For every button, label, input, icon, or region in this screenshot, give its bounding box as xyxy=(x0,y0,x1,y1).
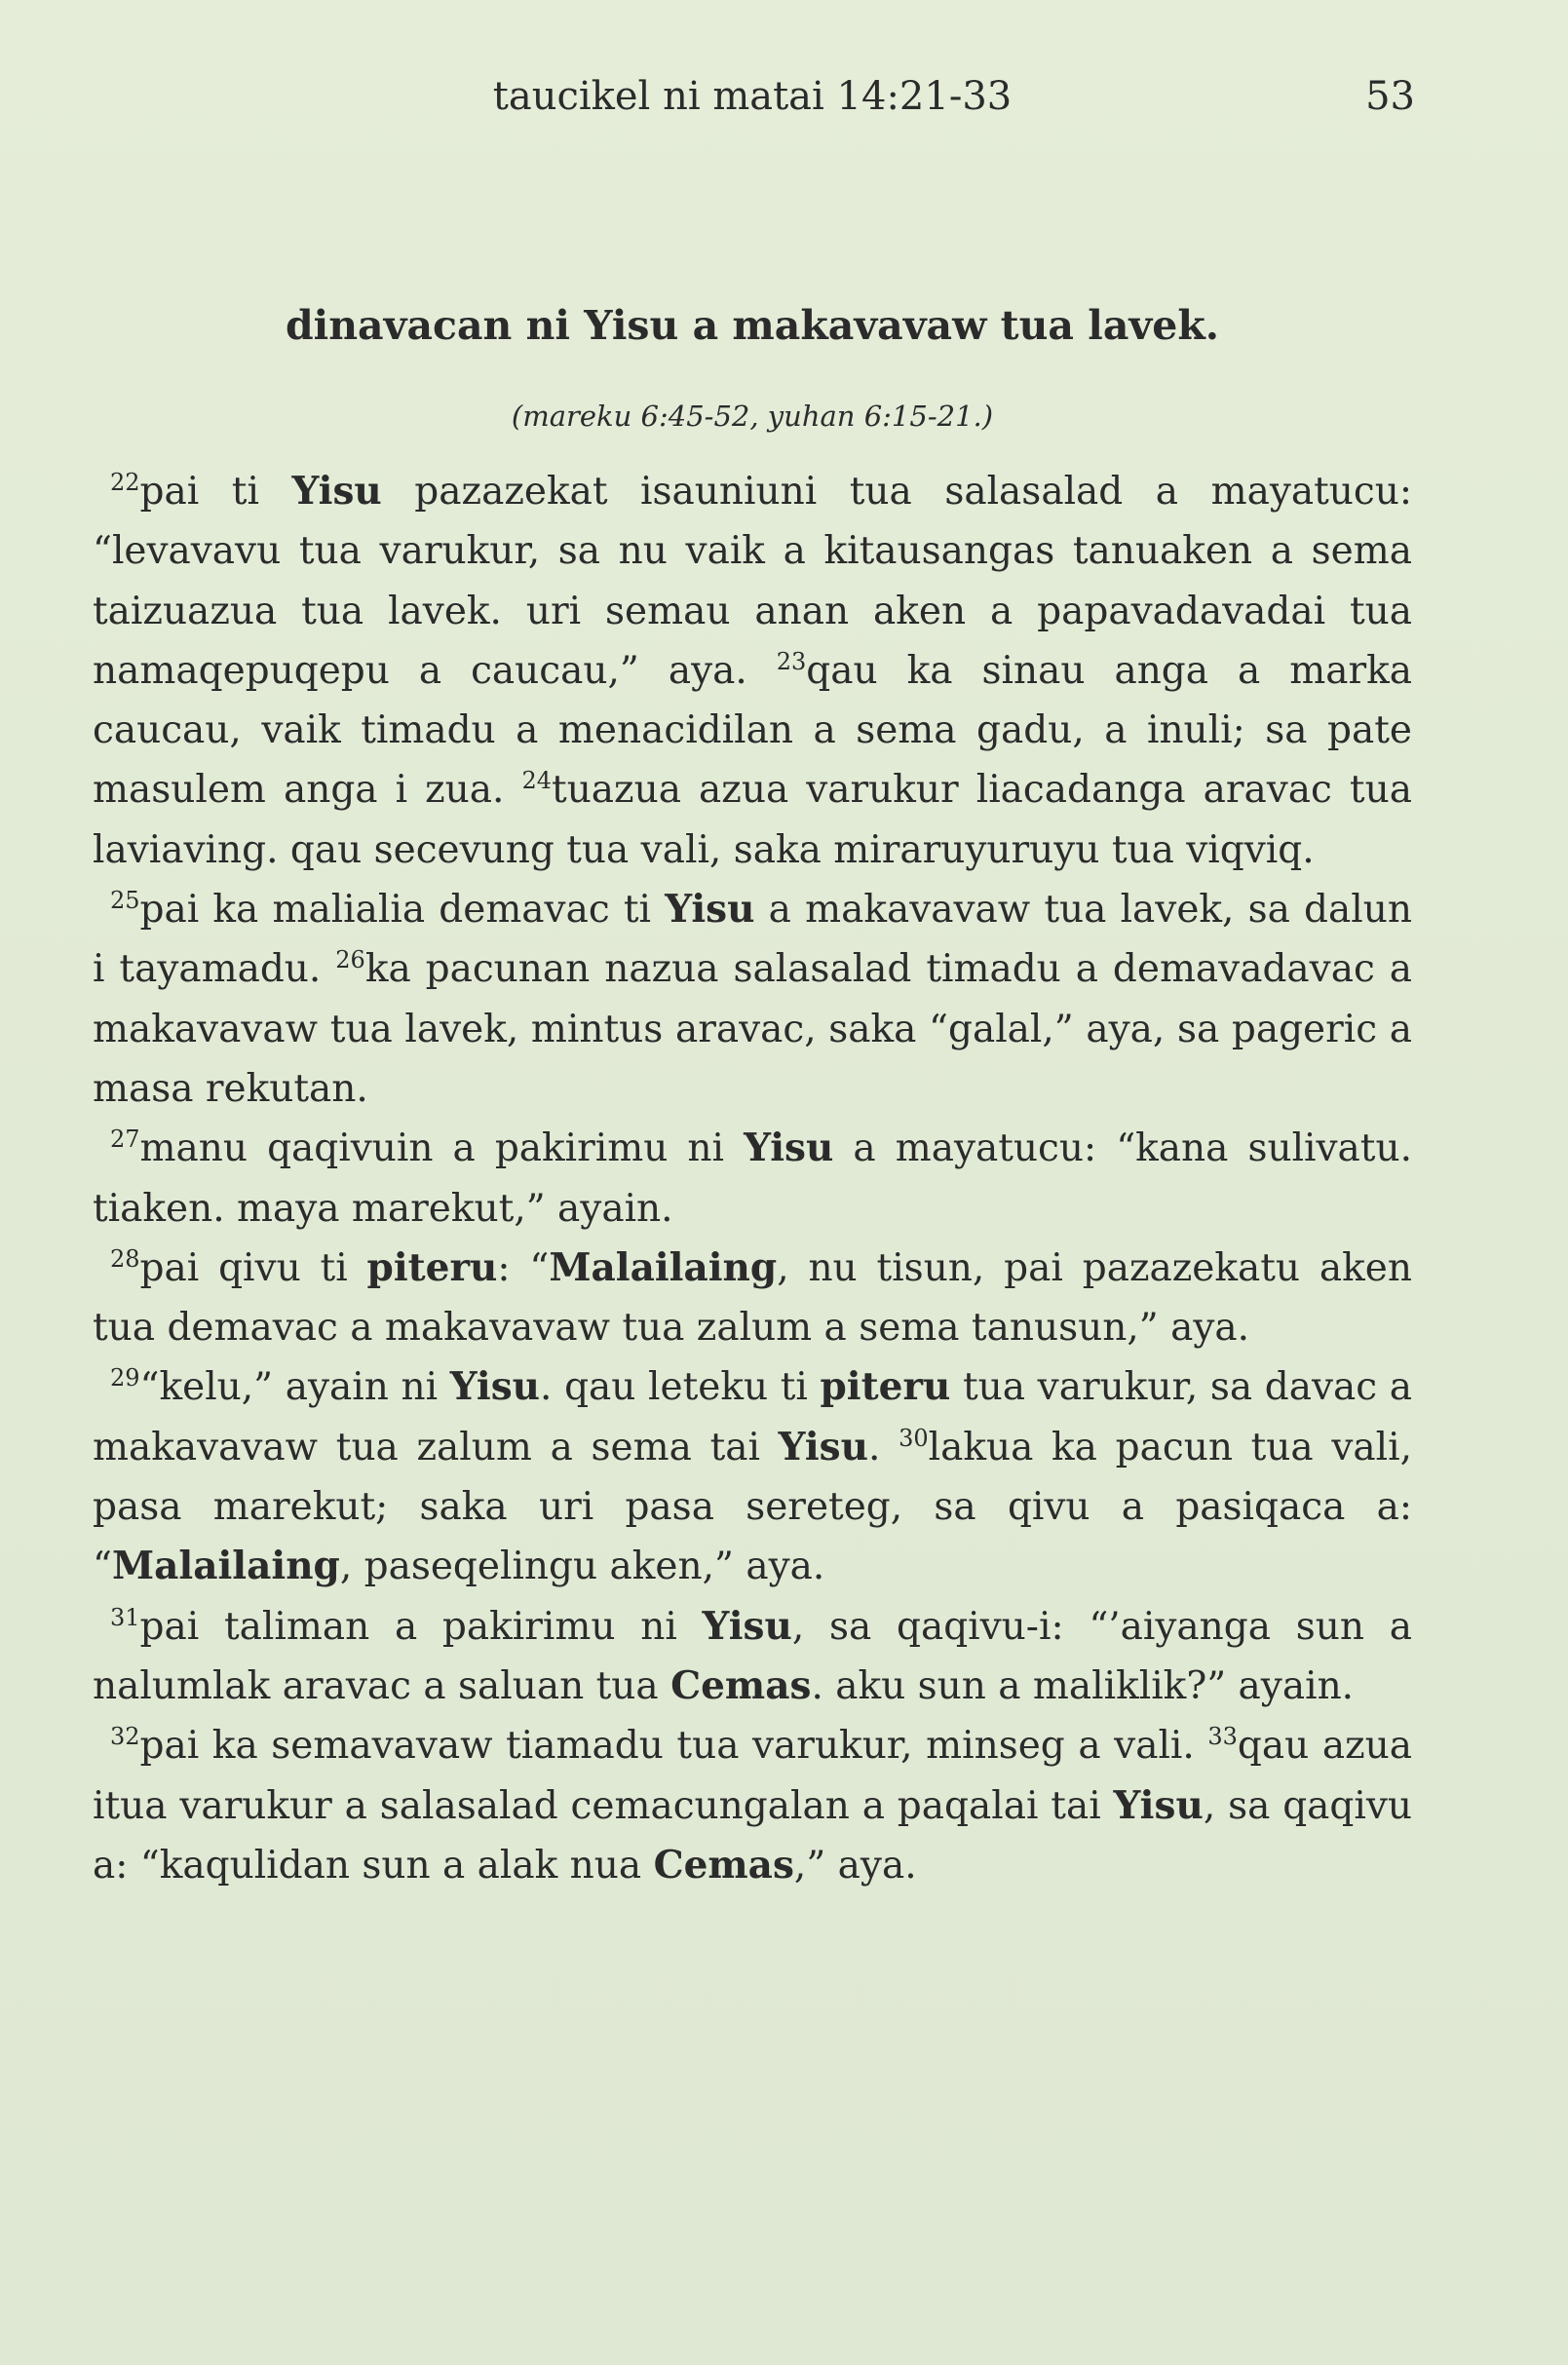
paragraph-32-33 xyxy=(93,1716,1412,1895)
name-bold: Yisu xyxy=(665,887,755,933)
verse-text: . qau leteku ti xyxy=(540,1365,821,1410)
name-bold: Malailaing xyxy=(111,1544,340,1589)
verse-text: a makavavaw tua lavek, sa dalun i tayamadu. xyxy=(93,888,1412,992)
page-number: 53 xyxy=(1365,74,1415,119)
verse-number-25: 25 xyxy=(110,887,140,915)
verse-text: pai qivu ti xyxy=(139,1245,367,1290)
verse-text: lakua ka pacun tua vali, pasa marekut; saka uri pasa sereteg, sa qivu a pasiqaca a: “ xyxy=(93,1425,1413,1589)
name-bold: Cemas xyxy=(653,1842,794,1888)
verse-number-30: 30 xyxy=(899,1424,929,1452)
verse-text: qau azua itua varukur a salasalad cemacungalan a paqalai tai xyxy=(93,1724,1412,1828)
verse-text: qau ka sinau anga a marka caucau, vaik timadu a menacidilan a sema gadu, a inuli; sa pate masulem anga i zua. xyxy=(93,648,1413,813)
name-bold: piteru xyxy=(366,1244,498,1290)
name-bold: Yisu xyxy=(1113,1782,1204,1828)
verse-text: pai ti xyxy=(139,470,292,514)
section-heading: dinavacan ni Yisu a makavavaw tua lavek. xyxy=(286,302,1219,349)
verse-text: . xyxy=(867,1425,899,1469)
running-head-title: taucikel ni matai 14:21-33 xyxy=(492,74,1013,119)
verse-text: tuazua azua varukur liacadanga aravac tua laviaving. qau secevung tua vali, saka miraruyuruyu tua viqviq. xyxy=(93,768,1412,872)
verse-number-33: 33 xyxy=(1207,1723,1238,1751)
verse-number-32: 32 xyxy=(110,1723,140,1751)
name-bold: Yisu xyxy=(702,1603,792,1649)
name-bold: Yisu xyxy=(744,1125,834,1171)
verse-number-27: 27 xyxy=(110,1125,140,1154)
running-head xyxy=(93,62,1415,131)
paragraph-22-24 xyxy=(93,462,1412,880)
paragraph-31 xyxy=(93,1597,1412,1717)
verse-text: . aku sun a maliklik?” ayain. xyxy=(811,1663,1355,1708)
verse-text: , nu tisun, pai pazazekatu aken tua demavac a makavavaw tua zalum a sema tanusun,” aya. xyxy=(93,1245,1412,1351)
verse-number-22: 22 xyxy=(110,469,140,496)
verse-text: , sa qaqivu a: “kaqulidan sun a alak nua xyxy=(93,1783,1412,1888)
verse-number-31: 31 xyxy=(110,1603,140,1631)
verse-text: , sa qaqivu-i: “’aiyanga sun a nalumlak aravac a saluan tua xyxy=(93,1604,1412,1708)
verse-text: manu qaqivuin a pakirimu ni xyxy=(139,1126,745,1171)
verse-text: ,” aya. xyxy=(793,1843,917,1888)
paragraph-25-26 xyxy=(93,880,1412,1119)
verse-number-23: 23 xyxy=(776,647,807,675)
verse-text: pai taliman a pakirimu ni xyxy=(139,1604,703,1649)
scripture-text xyxy=(93,462,1412,1895)
verse-text: pazazekat isauniuni tua salasalad a mayatucu: “levavavu tua varukur, sa nu vaik a kitausangas tanuaken a sema taizuazua tua lavek. uri semau anan aken a papavadavadai tua namaqepuqepu a caucau,” aya. xyxy=(93,470,1412,693)
verse-text: ka pacunan nazua salasalad timadu a demavadavac a makavavaw tua lavek, mintus aravac, saka “galal,” aya, sa pageric a masa rekutan. xyxy=(93,947,1412,1111)
paragraph-29-30 xyxy=(93,1357,1412,1596)
verse-number-28: 28 xyxy=(110,1244,140,1273)
verse-text: “kelu,” ayain ni xyxy=(139,1365,450,1410)
verse-text: a mayatucu: “kana sulivatu. tiaken. maya marekut,” ayain. xyxy=(93,1126,1412,1231)
verse-text: , paseqelingu aken,” aya. xyxy=(339,1545,825,1589)
name-bold: Yisu xyxy=(778,1424,868,1469)
name-bold: Cemas xyxy=(670,1662,812,1708)
paragraph-27 xyxy=(93,1119,1412,1239)
name-bold: Malailaing xyxy=(549,1244,778,1290)
verse-text: tua varukur, sa davac a makavavaw tua zalum a sema tai xyxy=(93,1365,1412,1469)
verse-number-24: 24 xyxy=(521,767,553,795)
name-bold: Yisu xyxy=(291,469,382,514)
name-bold: piteru xyxy=(820,1364,951,1410)
verse-text: : “ xyxy=(497,1245,550,1290)
parallel-references: (mareku 6:45-52, yuhan 6:15-21.) xyxy=(511,400,994,433)
verse-number-29: 29 xyxy=(110,1364,140,1392)
verse-text: pai ka semavavaw tiamadu tua varukur, minseg a vali. xyxy=(139,1724,1208,1769)
verse-text: pai ka malialia demavac ti xyxy=(139,888,666,933)
name-bold: Yisu xyxy=(449,1364,541,1410)
paragraph-28 xyxy=(93,1239,1412,1358)
verse-number-26: 26 xyxy=(335,946,365,974)
